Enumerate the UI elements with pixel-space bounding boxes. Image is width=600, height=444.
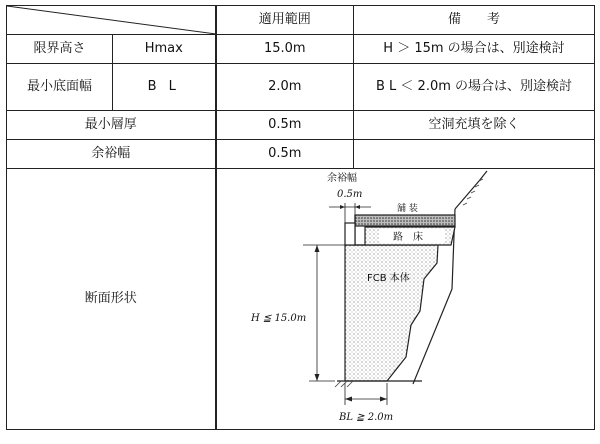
value-min-base-width: 2.0m xyxy=(216,64,354,111)
corner-cell xyxy=(7,6,216,35)
value-limit-height: 15.0m xyxy=(216,35,354,64)
margin-value: 0.5m xyxy=(336,189,362,200)
remark-min-base-width: B L ＜ 2.0m の場合は、別途検討 xyxy=(354,64,595,111)
pavement-layer xyxy=(355,215,455,226)
label-min-base-width: 最小底面幅 xyxy=(7,64,113,111)
row-min-layer xyxy=(7,111,595,140)
value-min-layer: 0.5m xyxy=(216,111,354,140)
symbol-hmax: Hmax xyxy=(113,35,216,64)
label-min-layer: 最小層厚 xyxy=(7,111,216,140)
spec-table-frame xyxy=(6,5,594,439)
label-section: 断面形状 xyxy=(7,169,216,430)
row-min-base-width xyxy=(7,64,595,111)
header-remark: 備 考 xyxy=(354,6,595,35)
section-figure-cell xyxy=(216,169,595,430)
row-limit-height xyxy=(7,35,595,64)
base-dimension xyxy=(345,383,387,405)
diagonal-line xyxy=(7,6,216,34)
pavement-label: 舗 装 xyxy=(396,204,418,214)
remark-min-layer: 空洞充填を除く xyxy=(354,111,595,140)
label-limit-height: 限界高さ xyxy=(7,35,113,64)
row-section xyxy=(7,169,595,430)
header-range: 適用範囲 xyxy=(216,6,354,35)
label-margin: 余裕幅 xyxy=(7,140,216,169)
guard-wall xyxy=(345,223,355,245)
height-dimension xyxy=(303,245,345,381)
value-margin: 0.5m xyxy=(216,140,354,169)
base-label: BL ≧ 2.0m xyxy=(338,412,393,423)
ground-hatch xyxy=(335,381,422,387)
remark-limit-height: H ＞ 15m の場合は、別途検討 xyxy=(354,35,595,64)
fcb-body xyxy=(345,245,438,381)
body-label: FCB 本体 xyxy=(366,273,410,284)
margin-label: 余裕幅 xyxy=(326,173,357,184)
remark-margin xyxy=(354,140,595,169)
height-label: H ≦ 15.0m xyxy=(250,313,306,324)
symbol-bl: B L xyxy=(113,64,216,111)
row-margin xyxy=(7,140,595,169)
roadbed-label: 路 床 xyxy=(392,232,423,243)
spec-table xyxy=(6,5,595,430)
header-row xyxy=(7,6,595,35)
section-drawing xyxy=(217,169,595,429)
